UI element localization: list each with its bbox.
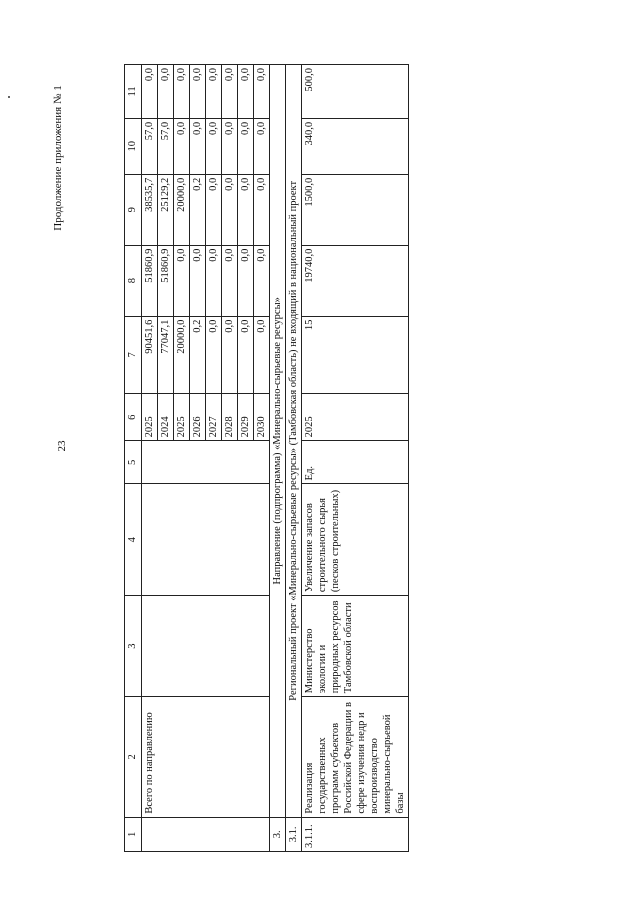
blank-cell bbox=[142, 441, 270, 484]
value-cell: 0,0 bbox=[238, 118, 254, 174]
year-cell: 2025 bbox=[174, 394, 190, 441]
value-cell: 0,0 bbox=[222, 118, 238, 174]
value-cell: 0,0 bbox=[222, 65, 238, 119]
table-row bbox=[302, 65, 409, 852]
table-row bbox=[142, 65, 158, 852]
col-header: 3 bbox=[125, 596, 142, 697]
value-cell: 1500,0 bbox=[302, 174, 409, 245]
value-cell: 0,0 bbox=[190, 118, 206, 174]
value-cell: 0,0 bbox=[190, 245, 206, 316]
col-header: 8 bbox=[125, 245, 142, 316]
value-cell: 0,0 bbox=[206, 65, 222, 119]
item-unit: Ед. bbox=[302, 441, 409, 484]
year-cell: 2025 bbox=[142, 394, 158, 441]
value-cell: 0,0 bbox=[158, 65, 174, 119]
subsection-number: 3.1. bbox=[286, 817, 302, 851]
value-cell: 0,0 bbox=[206, 245, 222, 316]
col-header: 9 bbox=[125, 174, 142, 245]
value-cell: 51860,9 bbox=[158, 245, 174, 316]
col-header: 4 bbox=[125, 484, 142, 596]
value-cell: 0,0 bbox=[206, 174, 222, 245]
section-title: Направление (подпрограмма) «Минерально-сырьевые ресурсы» bbox=[270, 65, 286, 818]
col-header: 1 bbox=[125, 817, 142, 851]
blank-cell bbox=[142, 484, 270, 596]
section-row bbox=[270, 65, 286, 852]
value-cell: 20000,0 bbox=[174, 316, 190, 393]
value-cell: 0,0 bbox=[174, 245, 190, 316]
value-cell: 90451,6 bbox=[142, 316, 158, 393]
col-header: 10 bbox=[125, 118, 142, 174]
col-header: 2 bbox=[125, 697, 142, 817]
scan-artifact bbox=[8, 96, 10, 98]
year-cell: 2024 bbox=[158, 394, 174, 441]
value-cell: 0,0 bbox=[254, 316, 270, 393]
value-cell: 0,0 bbox=[174, 118, 190, 174]
value-cell: 57,0 bbox=[142, 118, 158, 174]
column-header-row bbox=[125, 65, 142, 852]
value-cell: 0,0 bbox=[238, 65, 254, 119]
subsection-row bbox=[286, 65, 302, 852]
value-cell: 0,0 bbox=[254, 245, 270, 316]
value-cell: 0,0 bbox=[222, 245, 238, 316]
year-cell: 2029 bbox=[238, 394, 254, 441]
value-cell: 51860,9 bbox=[142, 245, 158, 316]
value-cell: 0,0 bbox=[174, 65, 190, 119]
item-indicator: Увеличение запасов строительного сырья (песков строительных) bbox=[302, 484, 409, 596]
year-cell: 2030 bbox=[254, 394, 270, 441]
year-cell: 2025 bbox=[302, 394, 409, 441]
subsection-title: Региональный проект «Минерально-сырьевые ресурсы» (Тамбовская область) не входящий в национальный проект bbox=[286, 65, 302, 818]
blank-cell bbox=[142, 596, 270, 697]
value-cell: 77047,1 bbox=[158, 316, 174, 393]
col-header: 5 bbox=[125, 441, 142, 484]
value-cell: 0,0 bbox=[238, 316, 254, 393]
col-header: 6 bbox=[125, 394, 142, 441]
value-cell: 0,0 bbox=[254, 65, 270, 119]
value-cell: 500,0 bbox=[302, 65, 409, 119]
year-cell: 2028 bbox=[222, 394, 238, 441]
value-cell: 0,0 bbox=[238, 245, 254, 316]
value-cell: 0,0 bbox=[142, 65, 158, 119]
section-number: 3. bbox=[270, 817, 286, 851]
value-cell: 0,0 bbox=[206, 118, 222, 174]
value-cell: 20000,0 bbox=[174, 174, 190, 245]
value-cell: 340,0 bbox=[302, 118, 409, 174]
rotated-table-container bbox=[124, 64, 559, 852]
item-number: 3.1.1. bbox=[302, 817, 409, 851]
value-cell: 15 bbox=[302, 316, 409, 393]
value-cell: 19740,0 bbox=[302, 245, 409, 316]
value-cell: 0,0 bbox=[238, 174, 254, 245]
budget-table bbox=[124, 64, 409, 852]
value-cell: 0,0 bbox=[222, 174, 238, 245]
value-cell: 25129,2 bbox=[158, 174, 174, 245]
item-name: Реализация государственных программ субъектов Российской Федерации в сфере изучения недр и воспроизводство минерально-сырьевой базы bbox=[302, 697, 409, 817]
value-cell: 0,2 bbox=[190, 316, 206, 393]
value-cell: 0,0 bbox=[254, 118, 270, 174]
blank-cell bbox=[142, 817, 270, 851]
col-header: 7 bbox=[125, 316, 142, 393]
value-cell: 0,0 bbox=[190, 65, 206, 119]
value-cell: 0,0 bbox=[254, 174, 270, 245]
col-header: 11 bbox=[125, 65, 142, 119]
value-cell: 38535,7 bbox=[142, 174, 158, 245]
year-cell: 2026 bbox=[190, 394, 206, 441]
page-number: 23 bbox=[56, 440, 68, 452]
value-cell: 0,0 bbox=[206, 316, 222, 393]
value-cell: 0,0 bbox=[222, 316, 238, 393]
appendix-caption: Продолжение приложения № 1 bbox=[52, 85, 64, 231]
value-cell: 57,0 bbox=[158, 118, 174, 174]
year-cell: 2027 bbox=[206, 394, 222, 441]
total-label: Всего по направлению bbox=[142, 697, 270, 817]
item-executor: Министерство экологии и природных ресурсов Тамбовской области bbox=[302, 596, 409, 697]
value-cell: 0,2 bbox=[190, 174, 206, 245]
